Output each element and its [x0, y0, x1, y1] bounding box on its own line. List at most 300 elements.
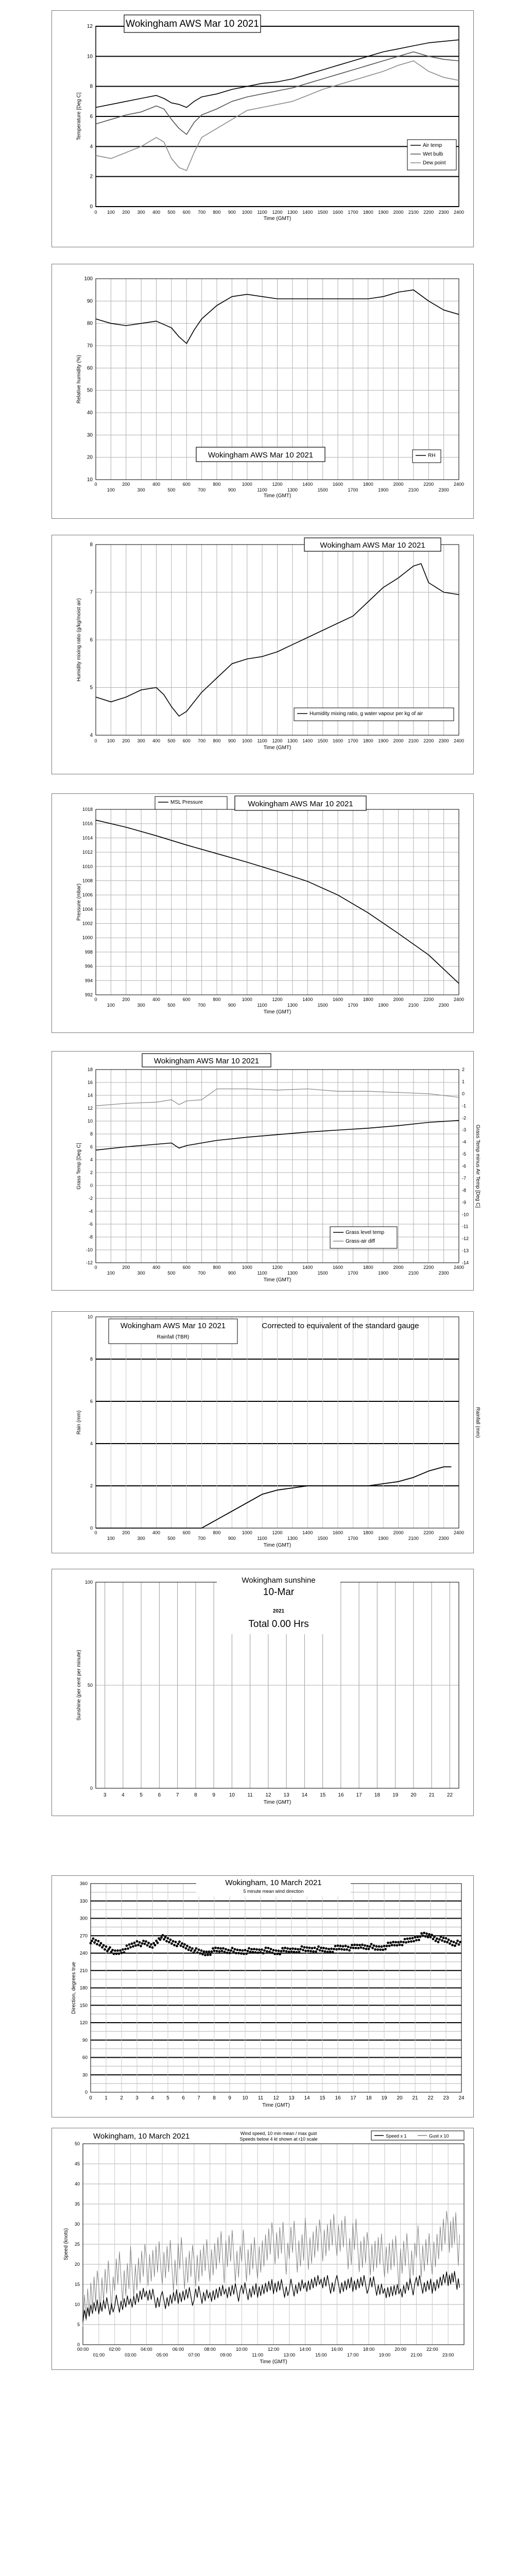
direction-point — [450, 1940, 453, 1943]
direction-point — [306, 1946, 308, 1949]
chart-subtitle-2: Speeds below 4 kt shown at r10 scale — [239, 2137, 318, 2142]
x-tick-label: 12 — [265, 1792, 271, 1798]
x-tick-label: 1800 — [363, 1265, 373, 1270]
x-tick-label: 1700 — [348, 210, 358, 215]
x-tick-label: 1200 — [272, 997, 283, 1002]
x-tick-label: 23:00 — [442, 2352, 454, 2358]
y-tick-label: 4 — [90, 1441, 93, 1446]
y-axis-label: Grass Temp [Deg C] — [76, 1143, 82, 1190]
direction-point — [320, 1946, 322, 1949]
x-tick-label: 11 — [258, 2095, 264, 2101]
direction-point — [230, 1950, 232, 1952]
x-tick-label: 1900 — [378, 1003, 389, 1008]
x-tick-label: 1300 — [287, 1003, 298, 1008]
direction-point — [446, 1941, 449, 1943]
direction-point — [355, 1947, 357, 1950]
direction-point — [381, 1945, 383, 1948]
x-tick-label: 1100 — [257, 1003, 267, 1008]
direction-point — [321, 1950, 324, 1952]
x-tick-label: 300 — [137, 487, 145, 493]
x-tick-label: 1400 — [302, 210, 313, 215]
x-tick-label: 23 — [443, 2095, 449, 2101]
x-tick-label: 1700 — [348, 487, 358, 493]
x-tick-label: 13 — [283, 1792, 289, 1798]
direction-point — [314, 1946, 316, 1949]
x-tick-label: 700 — [198, 1003, 206, 1008]
x-tick-label: 2300 — [438, 1536, 449, 1541]
y-tick-label: 0 — [84, 2090, 88, 2095]
direction-point — [366, 1945, 369, 1947]
x-tick-label: 22 — [447, 1792, 453, 1798]
x-tick-label: 1000 — [242, 210, 252, 215]
direction-point — [388, 1945, 391, 1947]
direction-point — [235, 1952, 237, 1954]
y-tick-label: 5 — [77, 2322, 80, 2327]
direction-point — [170, 1942, 173, 1945]
direction-point — [231, 1947, 234, 1950]
y-tick-label: 50 — [87, 1683, 93, 1688]
x-tick-label: 2400 — [453, 210, 465, 215]
y-tick-label: -6 — [88, 1222, 93, 1227]
chart-title: Wokingham, 10 March 2021 — [225, 1878, 322, 1887]
y-tick-label-right: -5 — [462, 1151, 467, 1157]
y-tick-label: -8 — [88, 1234, 93, 1240]
direction-point — [379, 1948, 382, 1951]
direction-point — [113, 1953, 115, 1955]
x-tick-label: 2100 — [408, 210, 419, 215]
temperature-chart — [52, 11, 473, 247]
x-tick-label: 800 — [213, 997, 221, 1002]
y-tick-label: 35 — [74, 2201, 80, 2207]
direction-point — [239, 1949, 242, 1952]
x-tick-label: 1400 — [302, 1530, 313, 1535]
x-tick-label: 19 — [392, 1792, 399, 1798]
y-tick-label: 330 — [79, 1898, 88, 1904]
direction-point — [365, 1948, 368, 1951]
direction-point — [267, 1947, 270, 1950]
x-tick-label: 600 — [182, 1265, 191, 1270]
x-tick-label: 1100 — [257, 1536, 267, 1541]
y-tick-label: 30 — [74, 2222, 80, 2227]
direction-point — [96, 1943, 98, 1945]
x-tick-label: 300 — [137, 1536, 145, 1541]
y-tick-label: 14 — [87, 1093, 93, 1098]
x-tick-label: 2300 — [438, 210, 449, 215]
x-tick-label: 700 — [198, 1536, 206, 1541]
x-tick-label: 2000 — [393, 1530, 404, 1535]
x-tick-label: 3 — [103, 1792, 107, 1798]
direction-point — [308, 1946, 311, 1949]
direction-point — [409, 1937, 411, 1940]
direction-point — [290, 1951, 293, 1953]
direction-point — [90, 1942, 92, 1944]
direction-point — [204, 1954, 207, 1956]
x-tick-label: 17:00 — [347, 2352, 359, 2358]
x-tick-label: 2300 — [438, 1003, 449, 1008]
direction-point — [200, 1950, 203, 1952]
direction-point — [159, 1939, 162, 1941]
direction-point — [137, 1944, 140, 1946]
direction-point — [193, 1952, 195, 1954]
direction-point — [213, 1950, 216, 1952]
x-tick-label: 2100 — [408, 1270, 419, 1276]
x-tick-label: 800 — [213, 210, 221, 215]
direction-point — [417, 1936, 419, 1938]
x-tick-label: 1800 — [363, 1530, 373, 1535]
direction-point — [97, 1940, 100, 1942]
x-axis-label: Time (GMT) — [263, 1800, 291, 1805]
x-tick-label: 11 — [247, 1792, 253, 1798]
x-tick-label: 2000 — [393, 482, 404, 487]
legend-label: Grass level temp — [346, 1230, 385, 1235]
direction-point — [392, 1941, 394, 1943]
x-tick-label: 08:00 — [204, 2347, 216, 2352]
direction-point — [415, 1939, 418, 1942]
y-tick-label: 1010 — [82, 863, 93, 869]
x-tick-label: 1600 — [332, 997, 344, 1002]
series-line-wet-bulb — [96, 52, 459, 134]
grass-temp-panel — [52, 1051, 480, 1291]
x-tick-label: 1100 — [257, 738, 267, 743]
y-tick-label: 15 — [74, 2282, 80, 2287]
chart-title: Wokingham sunshine — [242, 1576, 316, 1585]
direction-point — [245, 1953, 248, 1955]
direction-point — [127, 1947, 129, 1950]
direction-point — [420, 1932, 423, 1935]
y-tick-label: -12 — [85, 1260, 93, 1265]
y-tick-label: 90 — [87, 298, 93, 304]
direction-point — [198, 1948, 200, 1951]
x-tick-label: 2400 — [453, 1530, 465, 1535]
x-tick-label: 2200 — [423, 1530, 434, 1535]
y-tick-label: 1002 — [82, 921, 93, 926]
legend-label: Air temp — [423, 143, 442, 148]
x-axis-label: Time (GMT) — [263, 493, 291, 499]
pressure-panel — [52, 793, 474, 1033]
y-tick-label: 6 — [90, 114, 93, 120]
y-tick-label: -10 — [85, 1247, 93, 1252]
series-line-gust — [83, 2211, 459, 2327]
direction-point — [240, 1952, 243, 1955]
direction-point — [437, 1941, 440, 1943]
direction-point — [145, 1940, 147, 1943]
direction-point — [299, 1948, 302, 1951]
direction-point — [196, 1952, 199, 1954]
y-axis-label: Humidity mixing ratio (g/kg/moist air) — [76, 598, 82, 682]
direction-point — [140, 1945, 142, 1947]
x-tick-label: 1100 — [257, 1270, 267, 1276]
y-tick-label-right: -13 — [462, 1248, 469, 1253]
y-tick-label: 2 — [90, 1483, 93, 1488]
x-tick-label: 2400 — [453, 482, 465, 487]
direction-point — [180, 1944, 182, 1947]
legend-label: Gust x 10 — [429, 2133, 449, 2139]
y-tick-label-right: 1 — [462, 1079, 465, 1084]
x-tick-label: 14:00 — [299, 2347, 311, 2352]
wind-speed-panel — [52, 2128, 474, 2370]
x-tick-label: 2200 — [423, 997, 434, 1002]
direction-point — [284, 1947, 286, 1950]
x-tick-label: 1000 — [242, 1530, 252, 1535]
direction-point — [378, 1945, 381, 1948]
y-tick-label-right: -9 — [462, 1199, 467, 1205]
direction-point — [272, 1949, 275, 1952]
y-tick-label: 992 — [84, 992, 93, 997]
legend-box — [413, 450, 441, 463]
direction-point — [144, 1943, 146, 1945]
direction-point — [146, 1944, 149, 1946]
x-tick-label: 0 — [94, 1265, 97, 1270]
x-axis-label: Time (GMT) — [263, 1277, 291, 1283]
legend-label: Wet bulb — [423, 151, 443, 157]
y-tick-label: 30 — [82, 2072, 88, 2078]
direction-point — [181, 1942, 183, 1945]
direction-point — [445, 1937, 448, 1940]
direction-point — [319, 1949, 321, 1952]
direction-point — [165, 1940, 168, 1942]
direction-point — [225, 1948, 227, 1951]
y-tick-label: 994 — [84, 978, 93, 984]
x-tick-label: 12:00 — [267, 2347, 280, 2352]
x-tick-label: 1500 — [317, 487, 328, 493]
direction-point — [201, 1953, 204, 1956]
y-tick-label: 2 — [90, 1170, 93, 1175]
direction-point — [346, 1948, 348, 1951]
direction-point — [448, 1939, 450, 1941]
direction-point — [172, 1940, 175, 1943]
y-tick-label: 20 — [87, 454, 93, 461]
direction-point — [345, 1945, 347, 1947]
y-axis-label: Sunshine (per cent per minute) — [76, 1650, 82, 1721]
direction-point — [402, 1941, 405, 1943]
direction-point — [325, 1947, 328, 1950]
x-tick-label: 15 — [320, 1792, 326, 1798]
x-tick-label: 12 — [273, 2095, 279, 2101]
direction-point — [430, 1936, 432, 1939]
direction-point — [431, 1934, 433, 1936]
x-tick-label: 19:00 — [379, 2352, 391, 2358]
x-tick-label: 22:00 — [426, 2347, 438, 2352]
chart-subtitle: 5 minute mean wind direction — [243, 1889, 304, 1894]
direction-point — [258, 1948, 261, 1951]
x-tick-label: 1300 — [287, 487, 298, 493]
direction-point — [316, 1948, 319, 1951]
y-axis-label: Direction, degrees true — [71, 1961, 77, 2014]
direction-point — [260, 1951, 262, 1954]
x-tick-label: 00:00 — [77, 2347, 89, 2352]
y-tick-label: 12 — [87, 1106, 93, 1111]
x-tick-label: 20 — [397, 2095, 403, 2101]
direction-point — [250, 1948, 253, 1951]
direction-point — [183, 1943, 186, 1946]
x-axis-label: Time (GMT) — [263, 1009, 291, 1015]
x-tick-label: 600 — [182, 482, 191, 487]
direction-point — [303, 1946, 306, 1948]
direction-point — [203, 1951, 205, 1953]
direction-point — [252, 1951, 254, 1954]
x-tick-label: 800 — [213, 1265, 221, 1270]
x-tick-label: 1400 — [302, 1265, 313, 1270]
x-tick-label: 19 — [381, 2095, 387, 2101]
x-tick-label: 0 — [94, 738, 97, 743]
x-tick-label: 1900 — [378, 210, 389, 215]
chart-title: Wokingham AWS Mar 10 2021 — [320, 541, 425, 550]
direction-point — [257, 1952, 260, 1954]
x-tick-label: 700 — [198, 1270, 206, 1276]
x-tick-label: 8 — [194, 1792, 197, 1798]
direction-point — [410, 1940, 413, 1943]
direction-point — [302, 1949, 304, 1952]
x-tick-label: 1700 — [348, 738, 358, 743]
x-tick-label: 1200 — [272, 1530, 283, 1535]
y-tick-label: 0 — [77, 2342, 80, 2347]
direction-point — [453, 1941, 455, 1943]
chart-title: Wokingham AWS Mar 10 2021 — [208, 451, 314, 460]
direction-point — [370, 1943, 373, 1945]
x-tick-label: 2100 — [408, 738, 419, 743]
direction-point — [136, 1940, 139, 1943]
y-tick-label: 60 — [82, 2055, 88, 2060]
direction-point — [131, 1942, 133, 1945]
direction-point — [177, 1943, 180, 1945]
direction-point — [414, 1936, 417, 1939]
direction-point — [311, 1947, 314, 1950]
y-tick-label: 2 — [90, 174, 93, 180]
direction-point — [191, 1947, 194, 1950]
x-tick-label: 100 — [107, 1003, 115, 1008]
x-tick-label: 200 — [122, 210, 130, 215]
x-tick-label: 18:00 — [363, 2347, 375, 2352]
direction-point — [95, 1939, 97, 1942]
x-tick-label: 400 — [152, 482, 161, 487]
direction-point — [459, 1941, 461, 1943]
y-axis-label: Rain (mm) — [76, 1410, 82, 1435]
x-tick-label: 5 — [140, 1792, 143, 1798]
direction-point — [216, 1950, 218, 1953]
direction-point — [438, 1938, 441, 1941]
x-axis-label: Time (GMT) — [263, 745, 291, 751]
y-tick-label: 4 — [90, 144, 93, 150]
direction-point — [327, 1951, 329, 1953]
direction-point — [449, 1942, 451, 1945]
direction-point — [348, 1949, 351, 1952]
x-tick-label: 400 — [152, 210, 161, 215]
y-tick-label: 7 — [90, 589, 93, 596]
x-tick-label: 06:00 — [172, 2347, 184, 2352]
direction-point — [262, 1952, 265, 1955]
direction-point — [456, 1940, 459, 1942]
chart-total: Total 0.00 Hrs — [248, 1619, 309, 1630]
x-tick-label: 1100 — [257, 487, 267, 493]
direction-point — [418, 1939, 420, 1941]
direction-point — [118, 1953, 121, 1955]
y-tick-label: 50 — [87, 387, 93, 394]
y-tick-label: 8 — [90, 1357, 93, 1362]
direction-point — [209, 1954, 212, 1956]
direction-point — [154, 1944, 157, 1946]
direction-point — [226, 1952, 229, 1954]
direction-point — [185, 1947, 187, 1950]
direction-point — [324, 1950, 327, 1953]
x-tick-label: 900 — [228, 1270, 236, 1276]
x-tick-label: 1 — [105, 2095, 108, 2101]
direction-point — [168, 1941, 170, 1943]
x-tick-label: 2200 — [423, 482, 434, 487]
direction-point — [141, 1942, 144, 1945]
direction-point — [427, 1936, 430, 1939]
x-tick-label: 600 — [182, 210, 191, 215]
chart-subtitle: Rainfall (TBR) — [157, 1334, 190, 1340]
direction-point — [91, 1940, 93, 1942]
x-tick-label: 07:00 — [188, 2352, 200, 2358]
x-tick-label: 200 — [122, 1530, 130, 1535]
direction-point — [435, 1940, 437, 1942]
y-tick-label: -4 — [88, 1209, 93, 1214]
pressure-chart — [52, 794, 473, 1032]
direction-point — [419, 1936, 422, 1938]
y-tick-label-right: -10 — [462, 1212, 469, 1217]
x-tick-label: 400 — [152, 1530, 161, 1535]
y-tick-label: 0 — [90, 204, 93, 210]
x-tick-label: 1500 — [317, 210, 328, 215]
direction-point — [281, 1947, 284, 1950]
x-tick-label: 2400 — [453, 1265, 465, 1270]
direction-point — [142, 1940, 145, 1942]
y-tick-label: 10 — [74, 2302, 80, 2307]
direction-point — [176, 1945, 178, 1947]
direction-point — [405, 1941, 407, 1944]
direction-point — [356, 1944, 358, 1946]
x-tick-label: 20 — [410, 1792, 417, 1798]
direction-point — [307, 1950, 310, 1952]
x-tick-label: 6 — [182, 2095, 185, 2101]
direction-point — [271, 1952, 273, 1954]
y-tick-label: 100 — [84, 1580, 93, 1585]
x-tick-label: 800 — [213, 738, 221, 743]
direction-point — [363, 1947, 365, 1950]
temperature-panel — [52, 10, 474, 247]
y-tick-label: 20 — [74, 2262, 80, 2267]
y-tick-label: 40 — [74, 2181, 80, 2187]
direction-point — [195, 1947, 198, 1950]
direction-point — [400, 1941, 402, 1943]
x-tick-label: 0 — [94, 210, 97, 215]
series-line-speed — [83, 2272, 459, 2322]
x-tick-label: 8 — [213, 2095, 216, 2101]
direction-point — [128, 1943, 131, 1946]
x-tick-label: 6 — [158, 1792, 161, 1798]
x-tick-label: 1600 — [332, 1265, 344, 1270]
y-tick-label-right: -7 — [462, 1175, 467, 1181]
direction-point — [237, 1952, 240, 1955]
y-tick-label: 8 — [90, 542, 93, 548]
y-tick-label: 80 — [87, 320, 93, 327]
direction-point — [147, 1942, 150, 1944]
y-tick-label: 120 — [79, 2020, 88, 2025]
y-tick-label: 6 — [90, 1399, 93, 1404]
x-tick-label: 10:00 — [236, 2347, 248, 2352]
x-tick-label: 03:00 — [125, 2352, 136, 2358]
x-tick-label: 1200 — [272, 210, 283, 215]
x-tick-label: 300 — [137, 1003, 145, 1008]
y-tick-label-right: -11 — [462, 1224, 469, 1229]
direction-point — [261, 1948, 263, 1951]
x-tick-label: 7 — [197, 2095, 200, 2101]
direction-point — [217, 1947, 219, 1950]
x-tick-label: 1700 — [348, 1270, 358, 1276]
y-tick-label-right: 2 — [462, 1067, 465, 1072]
direction-point — [291, 1947, 294, 1950]
